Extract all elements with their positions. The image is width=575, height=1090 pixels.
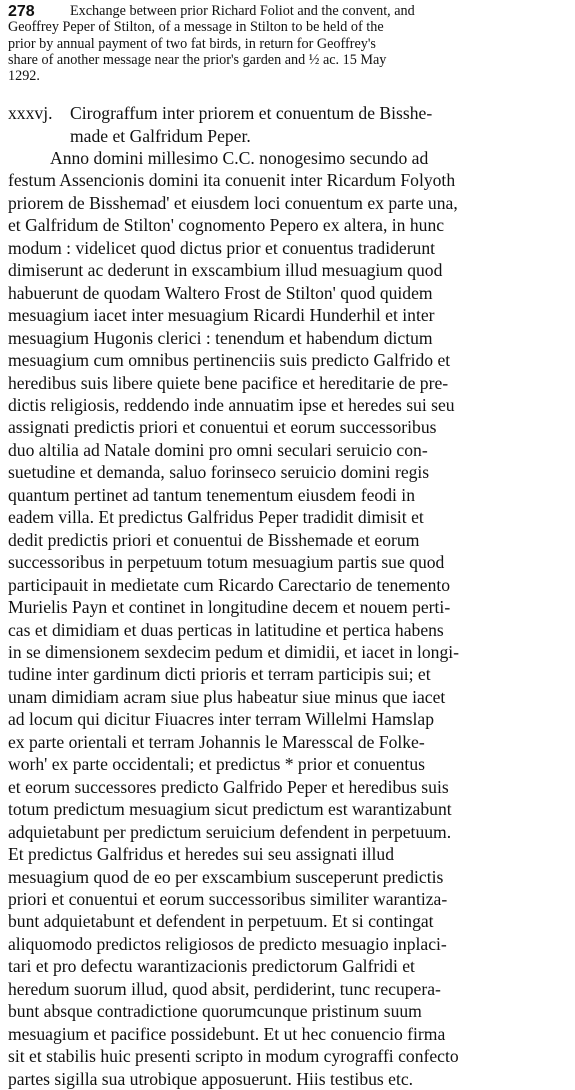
text-line: tari et pro defectu warantizacionis predictorum Galfridi et <box>8 956 415 977</box>
text-line: priorem de Bisshemad' et eiusdem loci conuentum ex parte una, <box>8 192 458 213</box>
text-line: eadem villa. Et predictus Galfridus Peper tradidit dimisit et <box>8 507 424 528</box>
text-line: Et predictus Galfridus et heredes sui seu assignati illud <box>8 844 394 865</box>
text-line: ex parte orientali et terram Johannis le Maresscal de Folke- <box>8 731 425 752</box>
summary-line: Geoffrey Peper of Stilton, of a message in Stilton to be held of the <box>8 19 384 36</box>
text-line: dimiserunt ac dederunt in exscambium illud mesuagium quod <box>8 260 443 281</box>
text-line: mesuagium et pacifice possidebunt. Et ut hec conuencio firma <box>8 1023 446 1044</box>
text-line: unam dimidiam acram siue plus habeatur siue minus que iacet <box>8 686 446 707</box>
entry-number: 278 <box>8 3 35 20</box>
text-line: dictis religiosis, reddendo inde annuatim ipse et heredes sui seu <box>8 394 455 415</box>
text-line: mesuagium Hugonis clerici : tenendum et habendum dictum <box>8 327 433 348</box>
text-line: cas et dimidiam et duas perticas in latitudine et pertica habens <box>8 619 444 640</box>
text-line: tudine inter gardinum dicti prioris et terram participis sui; et <box>8 664 431 685</box>
text-line: heredibus suis libere quiete bene pacifice et hereditarie de pre- <box>8 372 449 393</box>
heading-line: Cirograffum inter priorem et conuentum de Bisshe- <box>70 103 433 123</box>
text-line: et eorum successores predicto Galfrido Peper et heredibus suis <box>8 776 449 797</box>
text-line: adquietabunt per predictum seruicium defendent in perpetuum. <box>8 821 452 842</box>
text-line: Anno domini millesimo C.C. nonogesimo secundo ad <box>50 148 429 168</box>
text-line: duo altilia ad Natale domini pro omni seculari seruicio con- <box>8 439 428 460</box>
text-line: habuerunt de quodam Waltero Frost de Stilton' quod quidem <box>8 282 433 303</box>
text-line: in se dimensionem sexdecim pedum et dimidii, et iacet in longi- <box>8 641 459 662</box>
text-line: suetudine et demanda, saluo forinseco seruicio domini regis <box>8 462 430 483</box>
text-line: mesuagium cum omnibus pertinenciis suis predicto Galfrido et <box>8 350 451 371</box>
heading-line: made et Galfridum Peper. <box>70 126 251 146</box>
text-line: et Galfridum de Stilton' cognomento Pepero ex altera, in hunc <box>8 215 445 236</box>
text-line: Murielis Payn et continet in longitudine decem et nouem perti- <box>8 597 451 618</box>
entry-summary <box>8 3 560 84</box>
text-line: priori et conuentui et eorum successoribus similiter warantiza- <box>8 888 448 909</box>
text-line: modum : videlicet quod dictus prior et conuentus tradiderunt <box>8 237 436 258</box>
text-line: quantum pertinet ad tantum tenementum eiusdem feodi in <box>8 484 415 505</box>
text-line: festum Assencionis domini ita conuenit inter Ricardum Folyoth <box>8 170 456 191</box>
text-line: bunt absque contradictione quorumcunque pristinum suum <box>8 1001 422 1022</box>
charter-text <box>8 147 568 1090</box>
text-line: mesuagium quod de eo per exscambium susceperunt predictis <box>8 866 444 887</box>
text-line: bunt adquietabunt et defendent in perpetuum. Et si contingat <box>8 911 434 932</box>
text-line: ad locum qui dicitur Fiuacres inter terram Willelmi Hamslap <box>8 709 434 730</box>
text-line: partes sigilla sua utrobique apposuerunt. Hiis testibus etc. <box>8 1068 414 1089</box>
text-line: assignati predictis priori et conuentui et eorum successoribus <box>8 417 437 438</box>
summary-line: 1292. <box>8 68 40 85</box>
text-line: sit et stabilis huic presenti scripto in modum cyrograffi confecto <box>8 1046 459 1067</box>
text-line: dedit predictis priori et conuentui de Bisshemade et eorum <box>8 529 420 550</box>
summary-line: Exchange between prior Richard Foliot and the convent, and <box>70 3 415 19</box>
text-line: worh' ex parte occidentali; et predictus * prior et conuentus <box>8 754 425 775</box>
summary-line: prior by annual payment of two fat birds, in return for Geoffrey's <box>8 35 376 52</box>
text-line: successoribus in perpetuum totum mesuagium partis sue quod <box>8 552 445 573</box>
chapter-numeral: xxxvj. <box>8 103 53 123</box>
text-line: participauit in medietate cum Ricardo Carectario de tenemento <box>8 574 451 595</box>
summary-line: share of another message near the prior's garden and ½ ac. 15 May <box>8 51 387 68</box>
text-line: totum predictum mesuagium sicut predictum est warantizabunt <box>8 799 452 820</box>
text-line: heredum suorum illud, quod absit, perdiderint, tunc recupera- <box>8 978 441 999</box>
text-line: mesuagium iacet inter mesuagium Ricardi Hunderhil et inter <box>8 305 435 326</box>
text-line: aliquomodo predictos religiosos de predicto mesuagio inplaci- <box>8 933 447 954</box>
document-heading <box>8 102 568 148</box>
